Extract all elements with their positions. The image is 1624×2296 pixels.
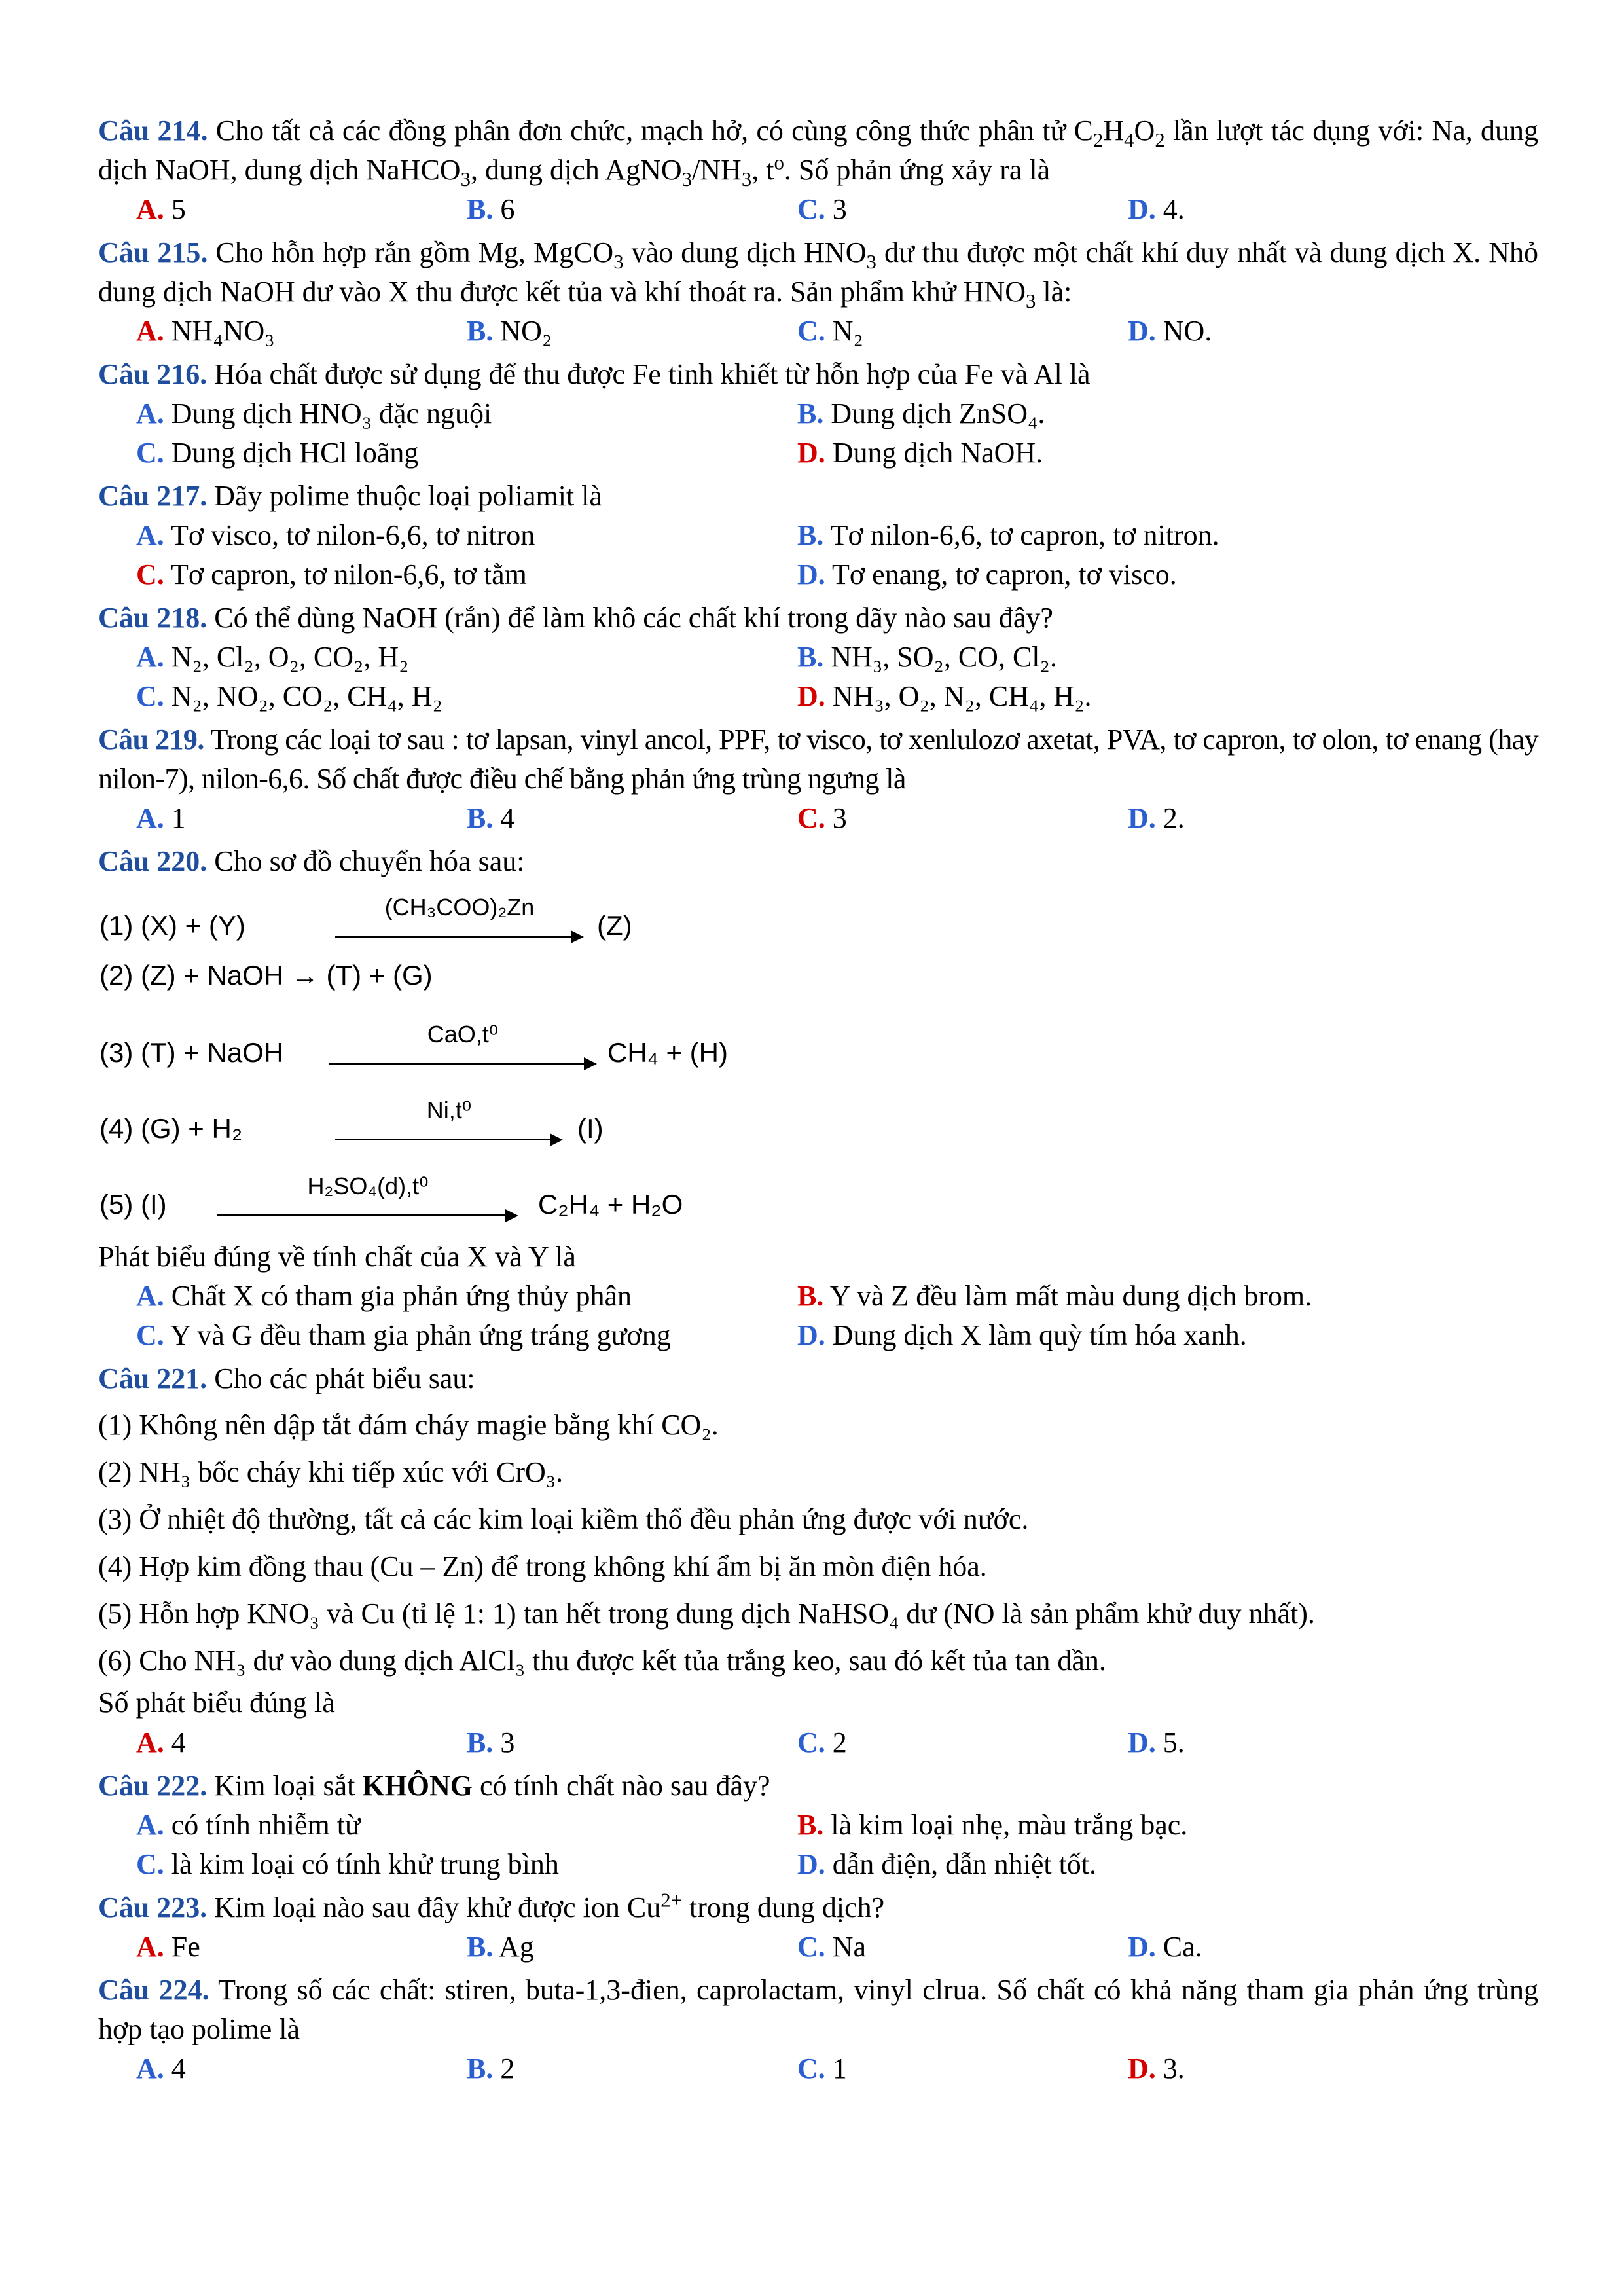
question-220-stem: Câu 220. Cho sơ đồ chuyển hóa sau: [98,845,525,877]
question-222-stem: Câu 222. Kim loại sắt KHÔNG có tính chất nào sau đây? [98,1770,770,1802]
option-c[interactable]: C. N₂, NO₂, CO₂, CH₄, H₂ [136,680,442,712]
option-c[interactable]: C. 1 [797,2052,847,2085]
option-b[interactable]: B. 6 [467,193,515,225]
option-b[interactable]: B. NO₂ [467,315,552,347]
question-218-stem: Câu 218. Có thể dùng NaOH (rắn) để làm khô các chất khí trong dãy nào sau đây? [98,602,1053,634]
question-216 [98,355,1538,473]
question-223-stem: Câu 223. Kim loại nào sau đây khử được ion $Cu^{2+}$ trong dung dịch? [98,1889,885,1923]
option-a[interactable]: A. có tính nhiễm từ [136,1809,361,1841]
question-216-stem: Câu 216. Hóa chất được sử dụng để thu được Fe tinh khiết từ hỗn hợp của Fe và Al là [98,358,1091,390]
option-d[interactable]: D. 4. [1128,193,1185,225]
option-a[interactable]: A. Dung dịch HNO₃ đặc nguội [136,397,492,429]
question-number: Câu 219. [98,723,204,756]
option-d[interactable]: D. Dung dịch X làm quỳ tím hóa xanh. [797,1319,1247,1351]
question-217-stem: Câu 217. Dãy polime thuộc loại poliamit là [98,480,602,512]
option-b[interactable]: B. là kim loại nhẹ, màu trắng bạc. [797,1809,1188,1841]
question-number: Câu 216. [98,358,208,390]
question-224 [98,1971,1538,2088]
reaction-2: (2) (Z) + NaOH → (T) + (G) [99,960,433,991]
option-c[interactable]: C. 3 [797,802,847,834]
question-number: Câu 221. [98,1362,208,1394]
question-215 [98,233,1538,351]
answer-options [98,1927,1538,1967]
option-c[interactable]: C. Dung dịch HCl loãng [136,437,419,469]
question-number: Câu 214. [98,115,208,147]
statement: (2) NH₃ bốc cháy khi tiếp xúc với CrO₃. [98,1456,564,1488]
option-b[interactable]: B. 2 [467,2052,515,2085]
statement: (1) Không nên dập tắt đám cháy magie bằng khí CO₂. [98,1409,719,1441]
option-a[interactable]: A. Chất X có tham gia phản ứng thủy phân [136,1280,632,1312]
reaction-1: (1) (X) + (Y) (CH₃COO)₂Zn (Z) [98,890,1538,955]
reaction-4: (4) (G) + H₂ Ni,t⁰ (I) [98,1082,1538,1157]
question-221-prompt: Số phát biểu đúng là [98,1686,335,1719]
option-c[interactable]: C. 2 [797,1726,847,1758]
option-a[interactable]: A. N₂, Cl₂, O₂, CO₂, H₂ [136,641,409,673]
option-d[interactable]: D. 5. [1128,1726,1185,1758]
option-d[interactable]: D. Ca. [1128,1931,1202,1963]
statement: (6) Cho NH₃ dư vào dung dịch AlCl₃ thu được kết tủa trắng keo, sau đó kết tủa tan dần. [98,1645,1106,1677]
question-number: Câu 224. [98,1974,209,2006]
question-221 [98,1359,1538,1762]
question-number: Câu 217. [98,480,208,512]
option-c[interactable]: C. Tơ capron, tơ nilon-6,6, tơ tằm [136,558,527,591]
option-d[interactable]: D. 2. [1128,802,1185,834]
option-a[interactable]: A. NH₄NO₃ [136,315,275,347]
option-a[interactable]: A. 5 [136,193,186,225]
option-b[interactable]: B. 3 [467,1726,515,1758]
question-214 [98,111,1538,229]
question-number: Câu 220. [98,845,208,877]
question-222 [98,1766,1538,1884]
option-b[interactable]: B. 4 [467,802,515,834]
option-d[interactable]: D. 3. [1128,2052,1185,2085]
option-a[interactable]: A. 4 [136,2052,186,2085]
answer-options [98,799,1538,838]
question-219 [98,720,1538,838]
option-d[interactable]: D. dẫn điện, dẫn nhiệt tốt. [797,1848,1097,1880]
reaction-3: (3) (T) + NaOH CaO,t⁰ CH₄ + (H) [98,1004,1538,1082]
option-d[interactable]: D. NO. [1128,315,1212,347]
question-223 [98,1888,1538,1967]
option-c[interactable]: C. Y và G đều tham gia phản ứng tráng gương [136,1319,671,1351]
option-b[interactable]: B. Ag [467,1931,534,1963]
answer-options [98,190,1538,229]
question-215-stem: Câu 215. Cho hỗn hợp rắn gồm Mg, MgCO$_3$ vào dung dịch $HNO_3$ dư thu được một chất khí duy nhất và dung dịch X. Nhỏ dung dịch NaOH dư vào X thu được kết tủa và khí thoát ra. Sản phẩm khử $HNO_3$ là: [98,236,1539,312]
reaction-scheme [98,890,1538,1233]
option-d[interactable]: D. NH₃, O₂, N₂, CH₄, H₂. [797,680,1092,712]
option-b[interactable]: B. Y và Z đều làm mất màu dung dịch brom. [797,1280,1312,1312]
answer-options [98,638,1538,716]
statement: (5) Hỗn hợp KNO₃ và Cu (tỉ lệ 1: 1) tan hết trong dung dịch NaHSO₄ dư (NO là sản phẩm khử duy nhất). [98,1597,1315,1630]
answer-options [98,394,1538,473]
question-number: Câu 218. [98,602,208,634]
option-c[interactable]: C. Na [797,1931,867,1963]
question-220 [98,842,1538,1355]
statement: (4) Hợp kim đồng thau (Cu – Zn) để trong không khí ẩm bị ăn mòn điện hóa. [98,1550,987,1582]
answer-options [98,2049,1538,2088]
answer-options [98,1723,1538,1762]
option-a[interactable]: A. 4 [136,1726,186,1758]
option-b[interactable]: B. NH₃, SO₂, CO, Cl₂. [797,641,1057,673]
statement: (3) Ở nhiệt độ thường, tất cả các kim loại kiềm thổ đều phản ứng được với nước. [98,1503,1029,1535]
question-218 [98,598,1538,716]
option-d[interactable]: D. Dung dịch NaOH. [797,437,1043,469]
option-c[interactable]: C. là kim loại có tính khử trung bình [136,1848,559,1880]
option-c[interactable]: C. 3 [797,193,847,225]
exam-page [98,111,1538,2088]
option-a[interactable]: A. Fe [136,1931,200,1963]
option-d[interactable]: D. Tơ enang, tơ capron, tơ visco. [797,558,1177,591]
answer-options [98,312,1538,351]
answer-options [98,516,1538,594]
question-217 [98,477,1538,594]
question-number: Câu 223. [98,1891,208,1923]
answer-options [98,1277,1538,1355]
question-219-stem: Câu 219. Trong các loại tơ sau : tơ lapsan, vinyl ancol, PPF, tơ visco, tơ xenlulozơ axetat, PVA, tơ capron, tơ olon, tơ enang (hay nilon-7), nilon-6,6. Số chất được điều chế bằng phản ứng trùng ngưng là [98,723,1538,795]
option-a[interactable]: A. Tơ visco, tơ nilon-6,6, tơ nitron [136,519,535,551]
option-b[interactable]: B. Dung dịch ZnSO₄. [797,397,1045,429]
option-c[interactable]: C. N₂ [797,315,863,347]
question-214-stem: Câu 214. Cho tất cả các đồng phân đơn chức, mạch hở, có cùng công thức phân tử $C_2H_4O_2$ lần lượt tác dụng với: Na, dung dịch NaOH, dung dịch NaHCO$_3$, dung dịch $AgNO_3/NH_3$, $t^o$. Số phản ứng xảy ra là [98,115,1539,191]
question-number: Câu 215. [98,236,208,268]
answer-options [98,1806,1538,1884]
question-224-stem: Câu 224. Trong số các chất: stiren, buta-1,3-đien, caprolactam, vinyl clrua. Số chất có khả năng tham gia phản ứng trùng hợp tạo polime là [98,1974,1538,2045]
question-220-prompt: Phát biểu đúng về tính chất của X và Y là [98,1241,576,1273]
question-number: Câu 222. [98,1770,208,1802]
option-b[interactable]: B. Tơ nilon-6,6, tơ capron, tơ nitron. [797,519,1219,551]
question-221-stem: Câu 221. Cho các phát biểu sau: [98,1362,475,1394]
option-a[interactable]: A. 1 [136,802,186,834]
reaction-5: (5) (I) H₂SO₄(d),t⁰ C₂H₄ + H₂O [98,1157,1538,1233]
